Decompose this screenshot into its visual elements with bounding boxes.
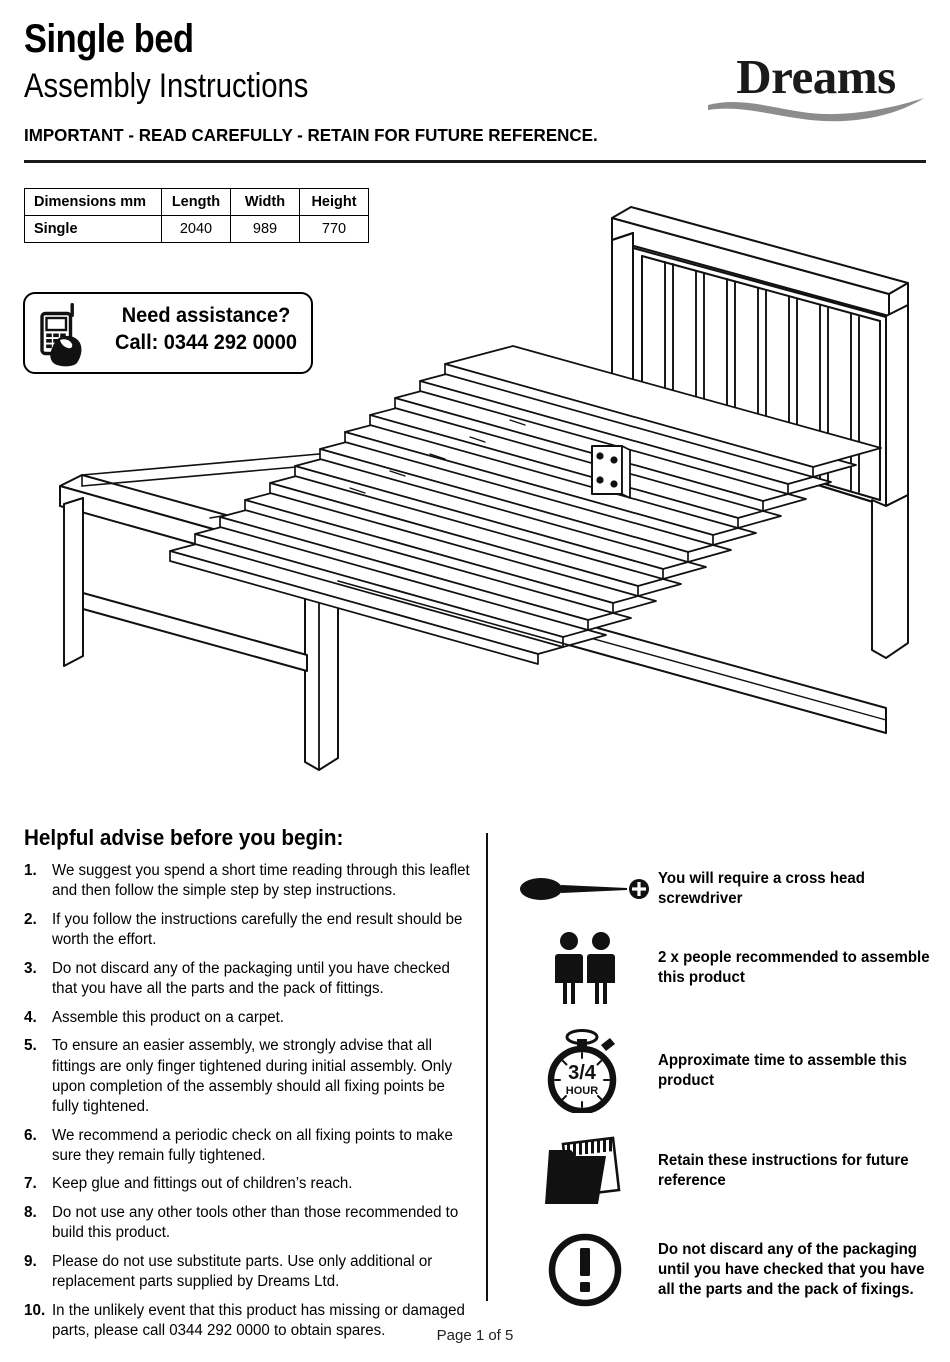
list-item-number: 8. [24,1204,37,1222]
requirement-row-screwdriver [512,858,942,920]
list-item-text: We recommend a periodic check on all fixing points to make sure they remain fully tightened. [52,1126,453,1164]
dreams-logo-swoosh-icon [706,96,926,124]
folder-documents-icon [539,1134,631,1208]
list-item-text: To ensure an easier assembly, we strongly advise that all fittings are only finger tightened during initial assembly. Only upon completion of the assembly should all fixing points be fully tightened. [52,1037,453,1115]
single-bed-assembled-diagram [20,188,932,800]
dreams-logo-wordmark: Dreams [736,49,896,104]
list-item-text: Please do not use substitute parts. Use only additional or replacement parts supplied by Dreams Ltd. [52,1253,433,1291]
list-item-text: Do not use any other tools other than those recommended to build this product. [52,1204,459,1242]
list-item [22,1174,480,1194]
list-item-text: Assemble this product on a carpet. [52,1008,284,1026]
need-assistance-line1: Need assistance? [121,304,291,327]
list-item [22,1203,480,1243]
stopwatch-unit: HOUR [565,1085,599,1097]
table-header-height: Height [300,189,369,216]
table-cell-height: 770 [300,216,369,243]
advice-heading: Helpful advise before you begin: [24,825,344,850]
page-subtitle: Assembly Instructions [24,67,309,105]
list-item-number: 4. [24,1008,37,1026]
list-item [22,861,480,901]
list-item-number: 5. [24,1037,37,1055]
requirement-label-screwdriver: You will require a cross head screwdriver [658,870,865,907]
list-item [22,959,480,999]
dreams-logo [706,49,926,124]
requirement-icon-container [512,869,658,909]
table-header-length: Length [162,189,231,216]
requirement-row-warning [512,1222,942,1318]
requirement-icon-container [512,1134,658,1208]
requirement-label-people: 2 x people recommended to assemble this product [658,949,930,986]
list-item-number: 10. [24,1301,46,1319]
list-item [22,1126,480,1166]
requirement-label-warning: Do not discard any of the packaging until you have checked that you have all the parts and the pack of fixings. [658,1241,925,1298]
list-item-text: Keep glue and fittings out of children’s reach. [52,1175,353,1193]
list-item-text: Do not discard any of the packaging until you have checked that you have all the parts and the pack of fittings. [52,959,450,997]
list-item-number: 2. [24,910,37,928]
section-divider [486,833,488,1301]
list-item-text: We suggest you spend a short time reading through this leaflet and then follow the simple step by step instructions. [52,862,470,900]
table-header-width: Width [231,189,300,216]
need-assistance-line2: Call: 0344 292 0000 [115,330,297,354]
list-item-text: If you follow the instructions carefully the end result should be worth the effort. [52,910,463,949]
requirement-row-people [512,928,942,1008]
screwdriver-icon [515,869,655,909]
table-header-dimensions: Dimensions mm [25,189,162,216]
table-cell-length: 2040 [162,216,231,243]
stopwatch-fraction: 3/4 [568,1062,596,1084]
list-item-text: In the unlikely event that this product has missing or damaged parts, please call 0344 292 0000 to obtain spares. [52,1301,465,1340]
page-footer: Page 1 of 5 [436,1327,514,1344]
list-item-number: 3. [24,959,37,977]
requirement-row-retain [512,1130,942,1212]
advice-list [22,861,480,1350]
exclamation-warning-icon [544,1229,626,1311]
list-item [22,1008,480,1028]
table-cell-width: 989 [231,216,300,243]
list-item [22,910,480,950]
list-item-number: 9. [24,1253,37,1270]
header-divider [24,160,926,163]
list-item [22,1252,480,1292]
list-item-number: 1. [24,862,37,879]
requirement-icon-container [512,1229,658,1311]
requirement-label-time: Approximate time to assemble this product [658,1052,907,1089]
requirement-row-time [512,1028,942,1114]
stopwatch-icon [544,1029,626,1113]
page-title: Single bed [24,17,194,61]
important-notice: IMPORTANT - READ CAREFULLY - RETAIN FOR FUTURE REFERENCE. [24,125,598,145]
list-item [22,1036,480,1117]
requirement-label-retain: Retain these instructions for future reference [658,1152,909,1189]
table-cell-size-name: Single [25,216,162,243]
requirement-icon-container [512,1029,658,1113]
list-item-number: 7. [24,1175,37,1193]
two-people-icon [549,930,621,1006]
requirement-icon-container [512,930,658,1006]
list-item-number: 6. [24,1126,37,1144]
